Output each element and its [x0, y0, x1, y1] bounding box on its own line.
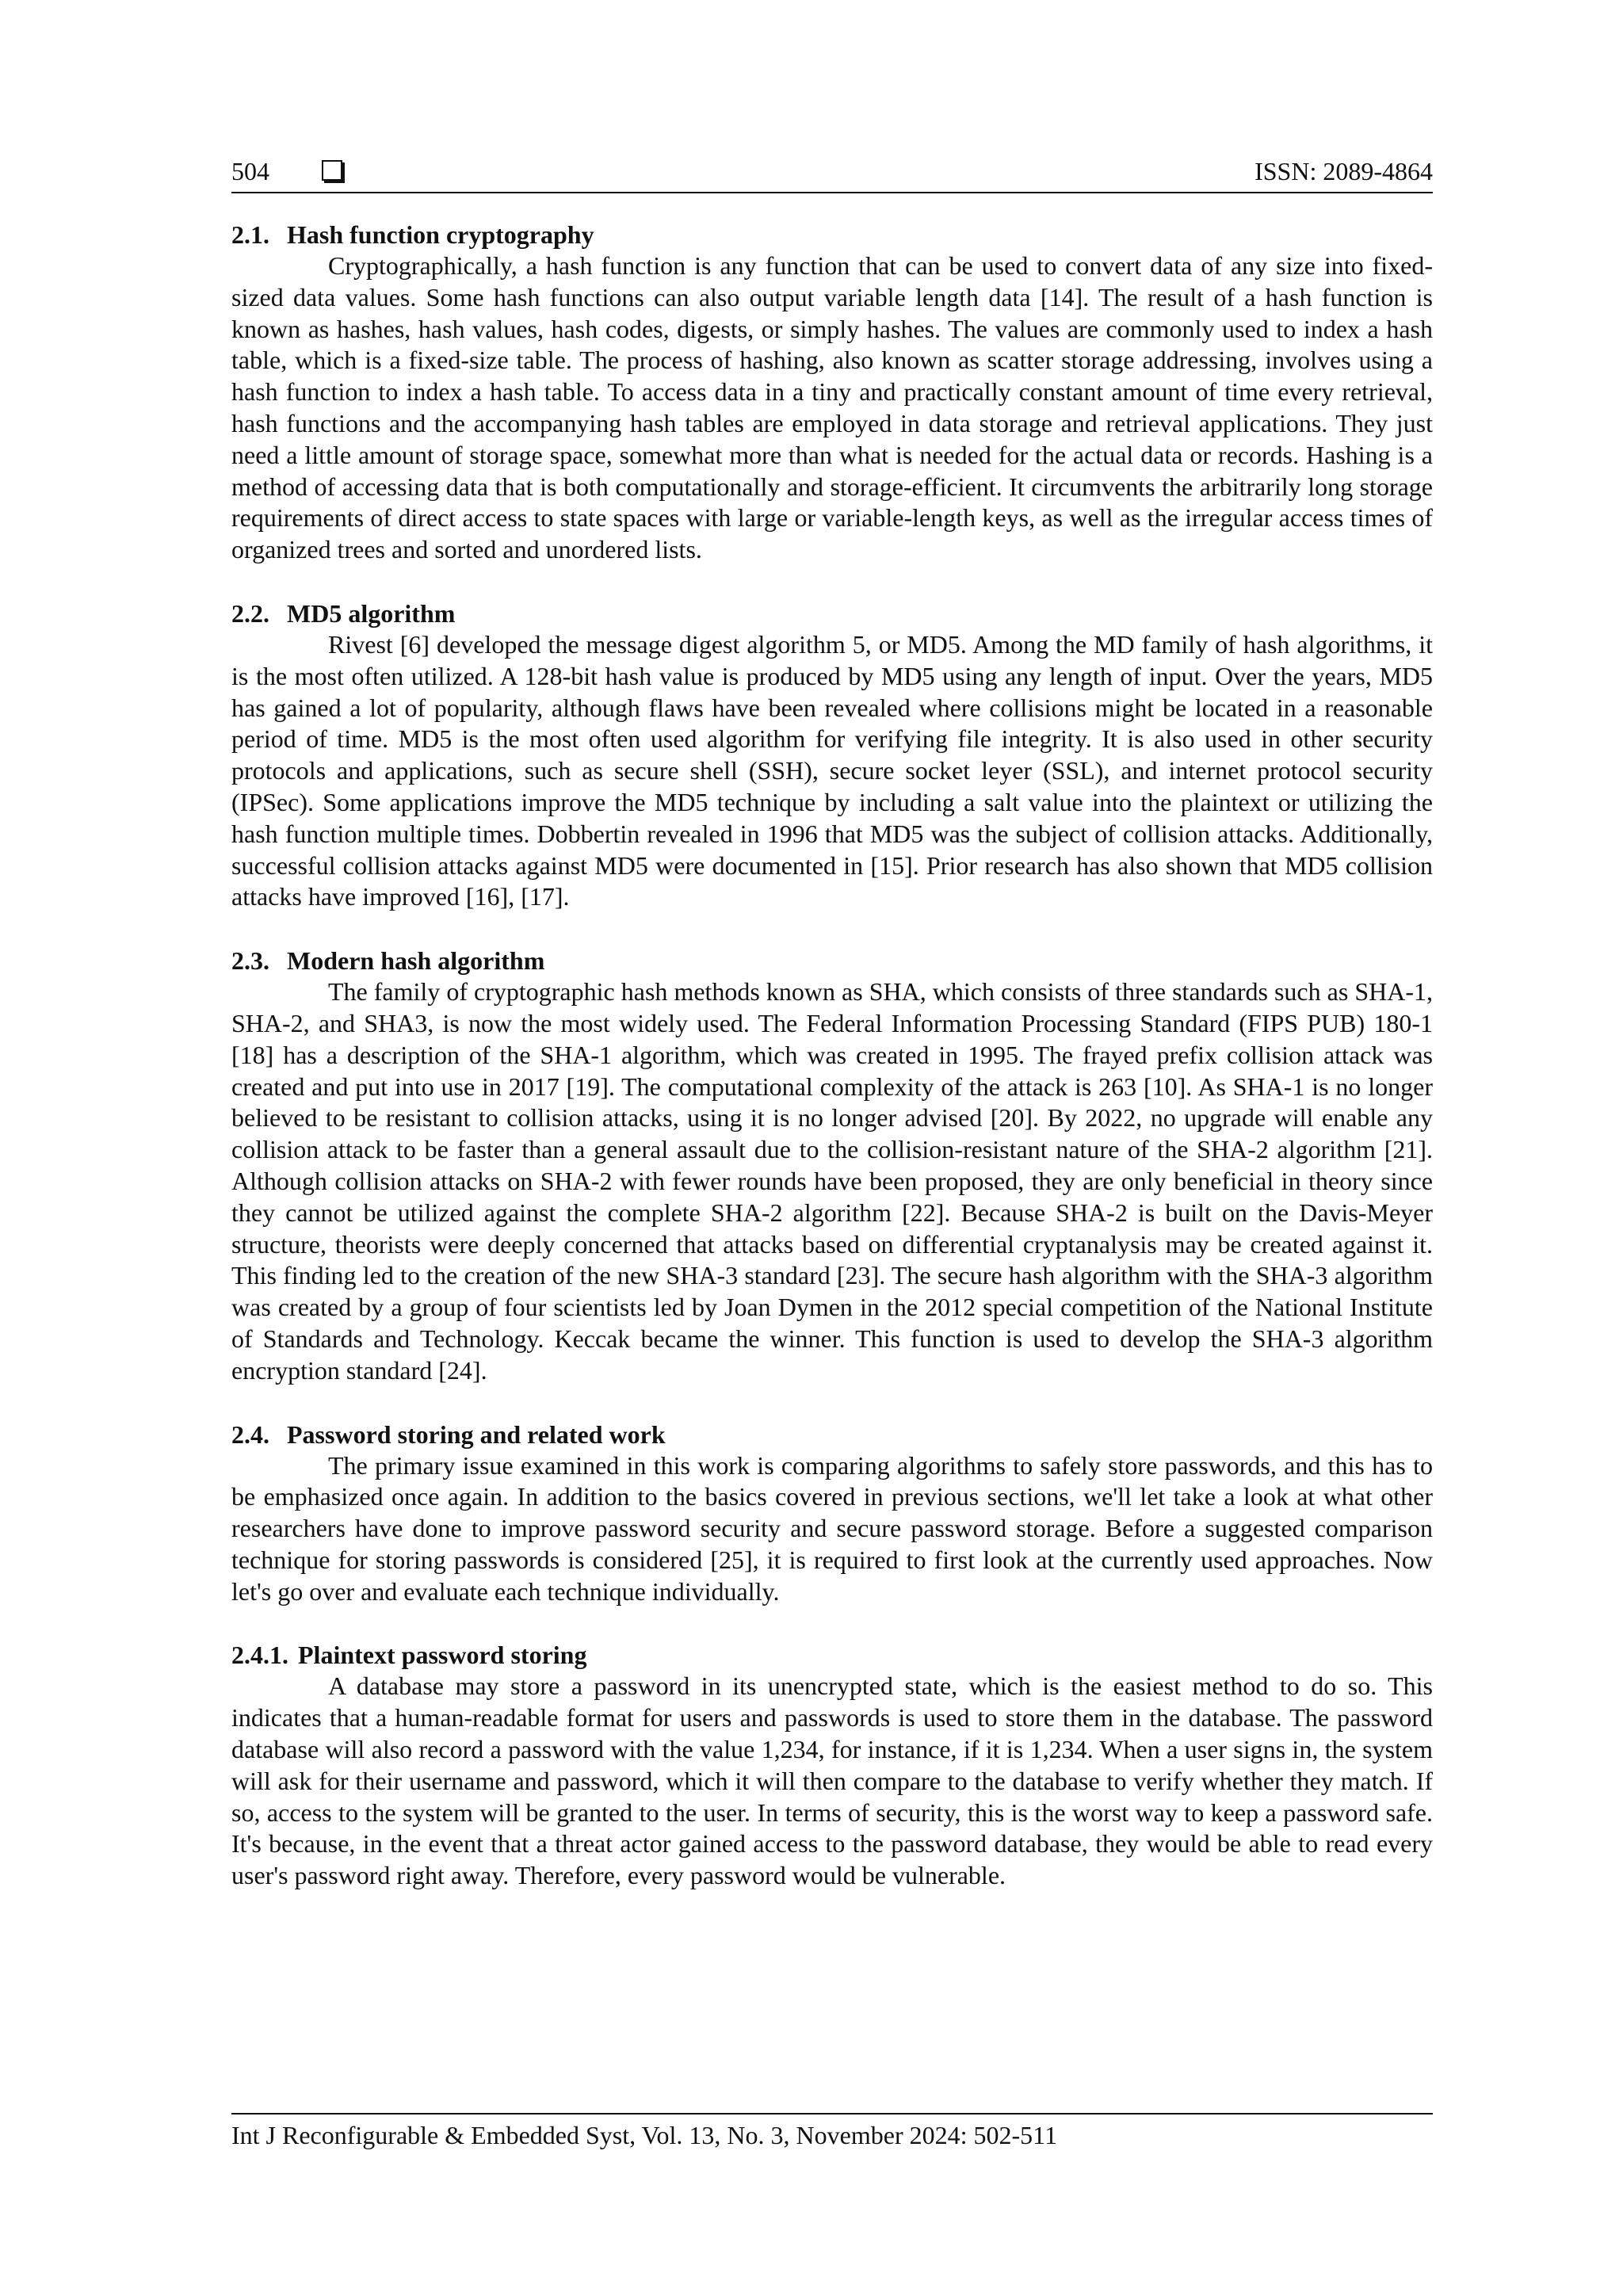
section-title: Password storing and related work	[287, 1419, 666, 1449]
section-title: MD5 algorithm	[287, 598, 456, 628]
section-2-2	[231, 598, 1433, 913]
section-number: 2.2.	[231, 598, 269, 628]
section-heading	[231, 219, 1433, 250]
page-footer	[231, 2113, 1433, 2154]
journal-citation: Int J Reconfigurable & Embedded Syst, Vol. 13, No. 3, November 2024: 502-511	[231, 2121, 1057, 2149]
section-number: 2.3.	[231, 946, 269, 976]
section-title: Hash function cryptography	[287, 220, 594, 249]
section-paragraph: Rivest [6] developed the message digest algorithm 5, or MD5. Among the MD family of hash algorithms, it is the most often utilized. A 128-bit hash value is produced by MD5 using any length of input. Over the years, MD5 has gained a lot of popularity, although flaws have been revealed where collisions might be located in a reasonable period of time. MD5 is the most often used algorithm for verifying file integrity. It is also used in other security protocols and applications, such as secure shell (SSH), secure socket leyer (SSL), and internet protocol security (IPSec). Some applications improve the MD5 technique by including a salt value into the plaintext or utilizing the hash function multiple times. Dobbertin revealed in 1996 that MD5 was the subject of collision attacks. Additionally, successful collision attacks against MD5 were documented in [15]. Prior research has also shown that MD5 collision attacks have improved [16], [17].	[231, 629, 1433, 911]
section-2-1	[231, 219, 1433, 566]
section-2-3	[231, 945, 1433, 1386]
section-title: Modern hash algorithm	[287, 946, 545, 976]
checkbox-square-icon	[322, 160, 342, 181]
section-paragraph: The primary issue examined in this work is comparing algorithms to safely store passwords, and this has to be emphasized once again. In addition to the basics covered in previous sections, we'll let take a look at what other researchers have done to improve password security and secure password storage. Before a suggested comparison technique for storing passwords is considered [25], it is required to first look at the currently used approaches. Now let's go over and evaluate each technique individually.	[231, 1450, 1433, 1606]
section-number: 2.4.	[231, 1419, 269, 1449]
issn-label: ISSN: 2089-4864	[1254, 157, 1433, 185]
section-paragraph: A database may store a password in its unencrypted state, which is the easiest method to do so. This indicates that a human-readable format for users and passwords is used to store them in the database. The password database will also record a password with the value 1,234, for instance, if it is 1,234. When a user signs in, the system will ask for their username and password, which it will then compare to the database to verify whether they match. If so, access to the system will be granted to the user. In terms of security, this is the worst way to keep a password safe. It's because, in the event that a threat actor gained access to the password database, they would be able to read every user's password right away. Therefore, every password would be vulnerable.	[231, 1671, 1433, 1890]
page-header	[231, 152, 1433, 193]
section-2-4	[231, 1419, 1433, 1608]
section-heading	[231, 598, 1433, 629]
section-heading	[231, 1419, 1433, 1450]
page-number: 504	[231, 157, 269, 185]
section-paragraph: Cryptographically, a hash function is any function that can be used to convert data of any size into fixed-sized data values. Some hash functions can also output variable length data [14]. The result of a hash function is known as hashes, hash values, hash codes, digests, or simply hashes. The values are commonly used to index a hash table, which is a fixed-size table. The process of hashing, also known as scatter storage addressing, involves using a hash function to index a hash table. To access data in a tiny and practically constant amount of time every retrieval, hash functions and the accompanying hash tables are employed in data storage and retrieval applications. They just need a little amount of storage space, somewhat more than what is needed for the actual data or records. Hashing is a method of accessing data that is both computationally and storage-efficient. It circumvents the arbitrarily long storage requirements of direct access to state spaces with large or variable-length keys, as well as the irregular access times of organized trees and sorted and unordered lists.	[231, 251, 1433, 564]
article-body	[231, 219, 1433, 1924]
section-heading	[231, 1639, 1433, 1671]
section-title: Plaintext password storing	[298, 1641, 587, 1670]
section-number: 2.4.1.	[231, 1641, 288, 1670]
section-heading	[231, 945, 1433, 976]
section-number: 2.1.	[231, 220, 269, 249]
section-2-4-1	[231, 1639, 1433, 1892]
section-paragraph: The family of cryptographic hash methods known as SHA, which consists of three standards such as SHA-1, SHA-2, and SHA3, is now the most widely used. The Federal Information Processing Standard (FIPS PUB) 180-1 [18] has a description of the SHA-1 algorithm, which was created in 1995. The frayed prefix collision attack was created and put into use in 2017 [19]. The computational complexity of the attack is 263 [10]. As SHA-1 is no longer believed to be resistant to collision attacks, using it is no longer advised [20]. By 2022, no upgrade will enable any collision attack to be faster than a general assault due to the collision-resistant nature of the SHA-2 algorithm [21]. Although collision attacks on SHA-2 with fewer rounds have been proposed, they are only beneficial in theory since they cannot be utilized against the complete SHA-2 algorithm [22]. Because SHA-2 is built on the Davis-Meyer structure, theorists were deeply concerned that attacks based on differential cryptanalysis may be created against it. This finding led to the creation of the new SHA-3 standard [23]. The secure hash algorithm with the SHA-3 algorithm was created by a group of four scientists led by Joan Dymen in the 2012 special competition of the National Institute of Standards and Technology. Keccak became the winner. This function is used to develop the SHA-3 algorithm encryption standard [24].	[231, 977, 1433, 1385]
